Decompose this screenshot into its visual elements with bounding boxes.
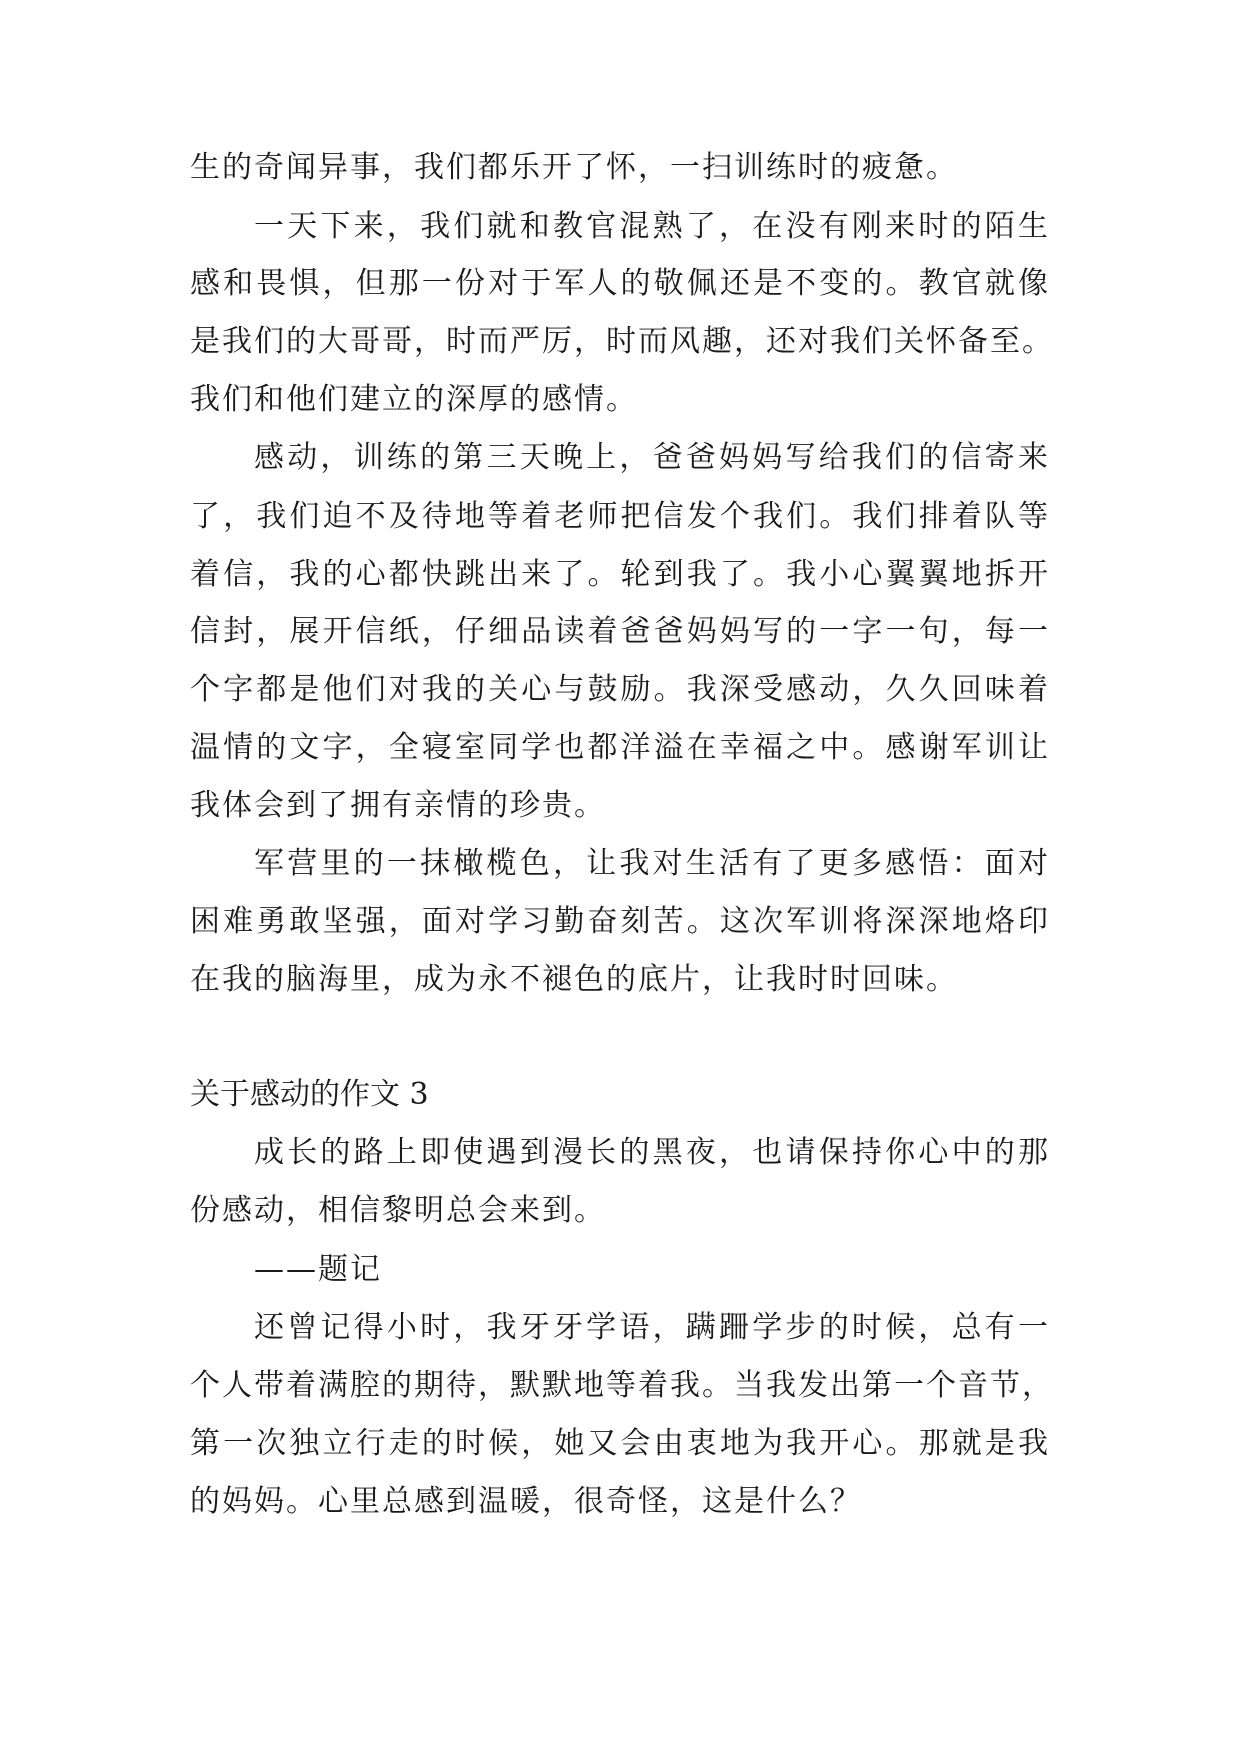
text-line: 感和畏惧，但那一份对于军人的敬佩还是不变的。教官就像 xyxy=(190,266,1050,301)
section-heading: 关于感动的作文 3 xyxy=(190,1077,429,1112)
text-line: 生的奇闻异事，我们都乐开了怀，一扫训练时的疲惫。 xyxy=(190,150,958,185)
text-line: 着信，我的心都快跳出来了。轮到我了。我小心翼翼地拆开 xyxy=(190,557,1050,592)
text-line: 了，我们迫不及待地等着老师把信发个我们。我们排着队等 xyxy=(190,499,1050,534)
text-line: 我们和他们建立的深厚的感情。 xyxy=(190,382,638,417)
text-line: 温情的文字，全寝室同学也都洋溢在幸福之中。感谢军训让 xyxy=(190,730,1050,765)
text-line: 我体会到了拥有亲情的珍贵。 xyxy=(190,788,606,823)
text-line: 个人带着满腔的期待，默默地等着我。当我发出第一个音节， xyxy=(190,1368,1054,1403)
paragraph-first-line: 还曾记得小时，我牙牙学语，蹒跚学步的时候，总有一 xyxy=(254,1310,1050,1345)
paragraph-first-line: 一天下来，我们就和教官混熟了，在没有刚来时的陌生 xyxy=(254,209,1050,244)
text-line: 第一次独立行走的时候，她又会由衷地为我开心。那就是我 xyxy=(190,1426,1050,1461)
epigraph-line: 份感动，相信黎明总会来到。 xyxy=(190,1193,606,1228)
text-line: 信封，展开信纸，仔细品读着爸爸妈妈写的一字一句，每一 xyxy=(190,614,1050,649)
text-line: 是我们的大哥哥，时而严厉，时而风趣，还对我们关怀备至。 xyxy=(190,324,1054,359)
text-line: 困难勇敢坚强，面对学习勤奋刻苦。这次军训将深深地烙印 xyxy=(190,904,1050,939)
epigraph-attribution: ——题记 xyxy=(254,1252,382,1287)
paragraph-first-line: 军营里的一抹橄榄色，让我对生活有了更多感悟：面对 xyxy=(254,846,1050,881)
text-line: 的妈妈。心里总感到温暖，很奇怪，这是什么？ xyxy=(190,1484,862,1519)
text-line: 在我的脑海里，成为永不褪色的底片，让我时时回味。 xyxy=(190,962,958,997)
epigraph-line: 成长的路上即使遇到漫长的黑夜，也请保持你心中的那 xyxy=(254,1135,1050,1170)
paragraph-first-line: 感动，训练的第三天晚上，爸爸妈妈写给我们的信寄来 xyxy=(254,440,1050,475)
text-line: 个字都是他们对我的关心与鼓励。我深受感动，久久回味着 xyxy=(190,672,1050,707)
